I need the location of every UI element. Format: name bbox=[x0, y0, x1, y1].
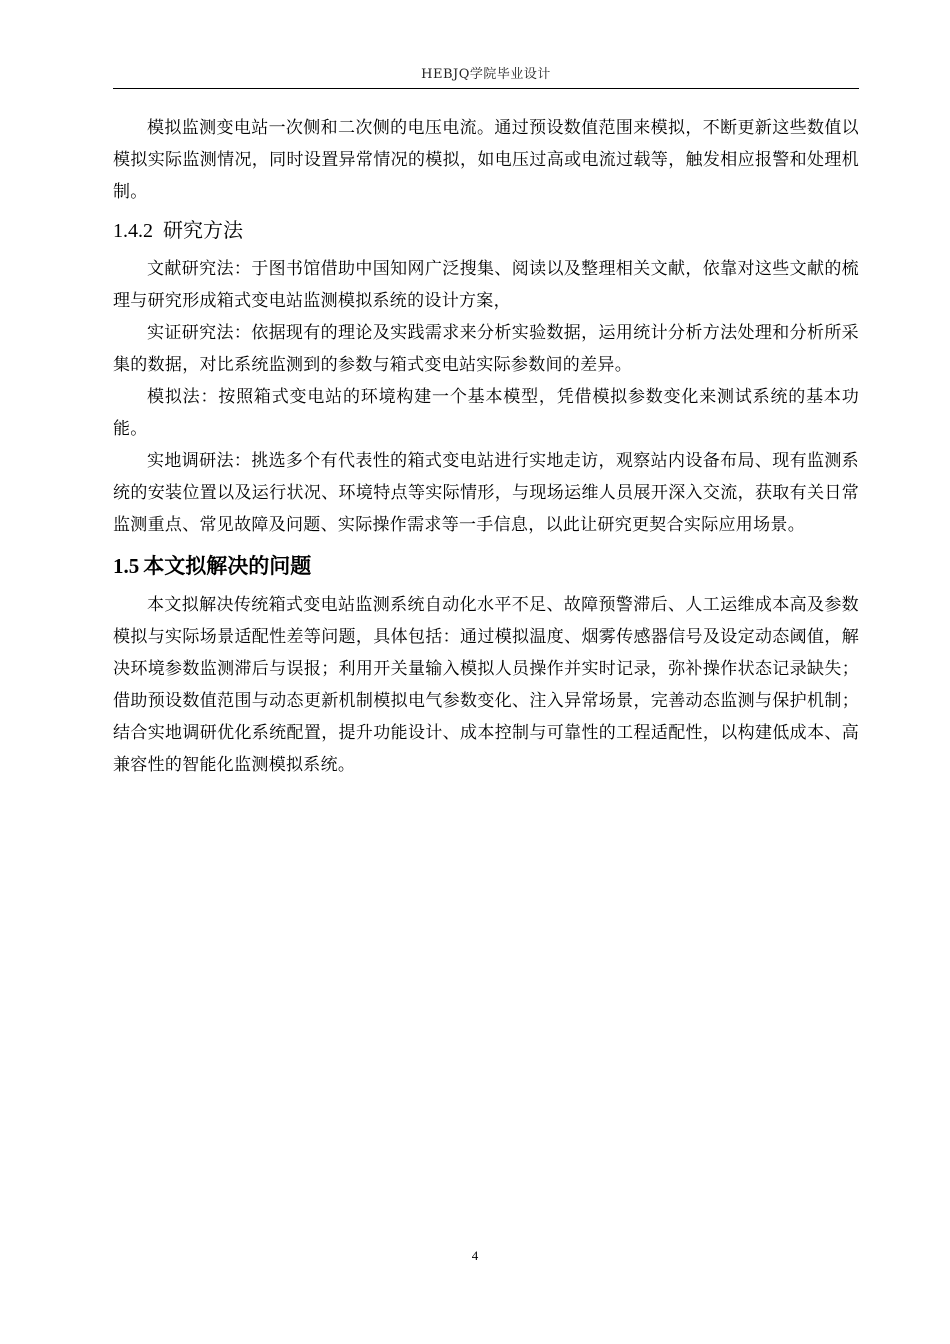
header-rule bbox=[113, 88, 859, 89]
section-number: 1.4.2 bbox=[113, 220, 153, 242]
paragraph-empirical-method: 实证研究法：依据现有的理论及实践需求来分析实验数据，运用统计分析方法处理和分析所采集的数据，对比系统监测到的参数与箱式变电站实际参数间的差异。 bbox=[113, 323, 859, 375]
paragraph-simulate-voltage-current: 模拟监测变电站一次侧和二次侧的电压电流。通过预设数值范围来模拟，不断更新这些数值以模拟实际监测情况，同时设置异常情况的模拟，如电压过高或电流过载等，触发相应报警和处理机制。 bbox=[113, 118, 859, 202]
paragraph-simulation-method: 模拟法：按照箱式变电站的环境构建一个基本模型，凭借模拟参数变化来测试系统的基本功能。 bbox=[113, 387, 859, 439]
page-header: HEBJQ学院毕业设计 bbox=[421, 67, 551, 82]
section-number: 1.5 bbox=[113, 554, 140, 578]
page-content bbox=[113, 112, 859, 781]
section-title: 研究方法 bbox=[163, 218, 243, 242]
page-number: 4 bbox=[471, 1248, 479, 1263]
paragraph-field-survey-method: 实地调研法：挑选多个有代表性的箱式变电站进行实地走访，观察站内设备布局、现有监测系统的安装位置以及运行状况、环境特点等实际情形，与现场运维人员展开深入交流，获取有关日常监测重点、常见故障及问题、实际操作需求等一手信息，以此让研究更契合实际应用场景。 bbox=[113, 451, 859, 535]
section-heading-problems bbox=[113, 547, 859, 585]
paragraph-problems-to-solve: 本文拟解决传统箱式变电站监测系统自动化水平不足、故障预警滞后、人工运维成本高及参数模拟与实际场景适配性差等问题，具体包括：通过模拟温度、烟雾传感器信号及设定动态阈值，解决环境参数监测滞后与误报；利用开关量输入模拟人员操作并实时记录，弥补操作状态记录缺失；借助预设数值范围与动态更新机制模拟电气参数变化、注入异常场景，完善动态监测与保护机制；结合实地调研优化系统配置，提升功能设计、成本控制与可靠性的工程适配性，以构建低成本、高兼容性的智能化监测模拟系统。 bbox=[113, 595, 859, 775]
paragraph-literature-method: 文献研究法：于图书馆借助中国知网广泛搜集、阅读以及整理相关文献，依靠对这些文献的梳理与研究形成箱式变电站监测模拟系统的设计方案， bbox=[113, 259, 859, 311]
section-heading-research-methods bbox=[113, 212, 859, 249]
section-title: 本文拟解决的问题 bbox=[143, 554, 312, 578]
